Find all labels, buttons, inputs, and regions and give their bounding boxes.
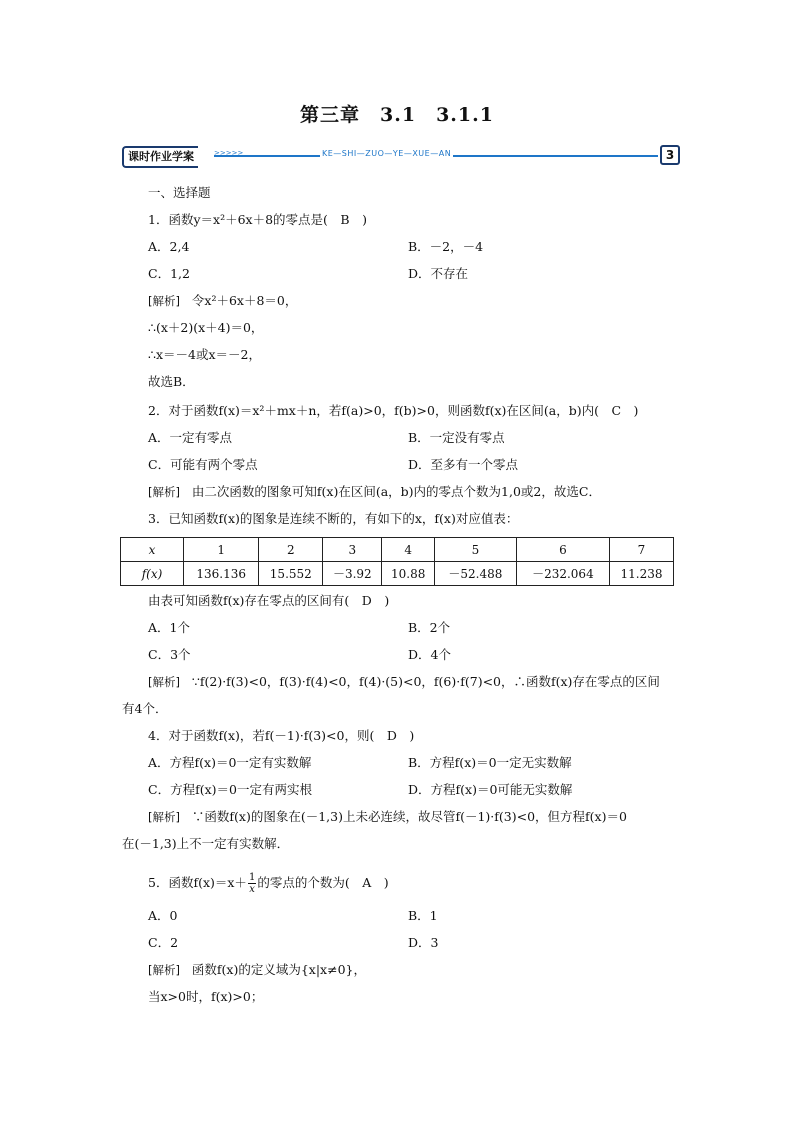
q1-option-c: C．1,2	[148, 266, 190, 281]
q2-option-a: A．一定有零点	[148, 430, 233, 445]
q2-stem: 2．对于函数f(x)＝x²＋mx＋n，若f(a)>0，f(b)>0，则函数f(x)在区间(a，b)内( C )	[148, 403, 639, 418]
table-cell: 3	[323, 538, 382, 562]
q2-analysis-text-1: 由二次函数的图象可知f(x)在区间(a，b)内的零点个数为1,0或2，故选C．	[191, 484, 601, 499]
q5-analysis-line-2: 当x>0时，f(x)>0；	[148, 989, 264, 1004]
q5-stem-suffix: 的零点的个数为( A )	[257, 875, 389, 890]
banner-arrows: >>>>>	[214, 149, 244, 157]
analysis-tag: [解析]	[148, 485, 180, 499]
q3-analysis-text-1: ∵f(2)·f(3)<0，f(3)·f(4)<0，f(4)·(5)<0，f(6)·f(7)<0，∴函数f(x)存在零点的区间	[191, 674, 660, 689]
q5-analysis-text-1: 函数f(x)的定义域为{x|x≠0}，	[191, 962, 366, 977]
q1-option-a: A．2,4	[148, 239, 190, 254]
q1-analysis-line-1	[148, 293, 297, 309]
analysis-tag: [解析]	[148, 963, 180, 977]
banner-number: 3	[660, 145, 680, 165]
q1-analysis-text-1: 令x²＋6x＋8＝0，	[191, 293, 298, 308]
q4-option-d: D．方程f(x)＝0可能无实数解	[408, 782, 573, 797]
q1-stem: 1．函数y＝x²＋6x＋8的零点是( B )	[148, 212, 367, 227]
banner-label: 课时作业学案	[122, 146, 198, 168]
q2-option-c: C．可能有两个零点	[148, 457, 258, 472]
q5-option-c: C．2	[148, 935, 179, 950]
q1-analysis-line-2: ∴(x＋2)(x＋4)＝0，	[148, 320, 264, 335]
table-cell: 5	[434, 538, 516, 562]
q5-option-d: D．3	[408, 935, 439, 950]
table-row-x	[121, 538, 674, 562]
table-cell: 10.88	[382, 562, 435, 586]
table-cell: 4	[382, 538, 435, 562]
q3-stem-2: 由表可知函数f(x)存在零点的区间有( D )	[148, 593, 390, 608]
q4-stem: 4．对于函数f(x)，若f(－1)·f(3)<0，则( D )	[148, 728, 415, 743]
banner-pinyin: KE—SHI—ZUO—YE—XUE—AN	[322, 149, 452, 158]
q1-option-b: B．－2，－4	[408, 239, 484, 254]
q2-option-b: B．一定没有零点	[408, 430, 505, 445]
q1-analysis-line-4: 故选B．	[148, 374, 195, 389]
q4-analysis-text-1: ∵函数f(x)的图象在(－1,3)上未必连续，故尽管f(－1)·f(3)<0，但方程f(x)＝0	[191, 809, 627, 824]
q1-analysis-line-3: ∴x＝－4或x＝－2，	[148, 347, 261, 362]
q3-option-c: C．3个	[148, 647, 191, 662]
table-cell: x	[121, 538, 184, 562]
q3-option-d: D．4个	[408, 647, 451, 662]
q5-option-a: A．0	[148, 908, 178, 923]
table-cell: 2	[259, 538, 323, 562]
q5-option-b: B．1	[408, 908, 438, 923]
q3-option-a: A．1个	[148, 620, 190, 635]
q4-analysis-line-1	[148, 809, 627, 825]
q3-analysis-line-2: 有4个．	[122, 701, 168, 716]
table-cell: －232.064	[516, 562, 609, 586]
q2-analysis-line-1	[148, 484, 601, 500]
page-title: 第三章 3.1 3.1.1	[300, 104, 494, 126]
q5-stem-prefix: 5．函数f(x)＝x＋	[148, 875, 247, 890]
analysis-tag: [解析]	[148, 810, 180, 824]
q5-analysis-line-1	[148, 962, 366, 978]
section-banner	[122, 146, 680, 164]
analysis-tag: [解析]	[148, 675, 180, 689]
q3-analysis-line-1	[148, 674, 660, 690]
table-cell: 15.552	[259, 562, 323, 586]
q3-stem: 3．已知函数f(x)的图象是连续不断的，有如下的x，f(x)对应值表：	[148, 511, 519, 526]
table-cell: 7	[609, 538, 673, 562]
value-table	[120, 537, 674, 586]
table-cell: －3.92	[323, 562, 382, 586]
table-cell: 6	[516, 538, 609, 562]
q5-fraction-numerator: 1	[248, 872, 256, 883]
q5-stem	[148, 872, 389, 895]
q2-option-d: D．至多有一个零点	[408, 457, 519, 472]
analysis-tag: [解析]	[148, 294, 180, 308]
q4-option-a: A．方程f(x)＝0一定有实数解	[148, 755, 312, 770]
q1-option-d: D．不存在	[408, 266, 469, 281]
q4-analysis-line-2: 在(－1,3)上不一定有实数解．	[122, 836, 290, 851]
table-cell: 11.238	[609, 562, 673, 586]
table-cell: －52.488	[434, 562, 516, 586]
table-row-fx	[121, 562, 674, 586]
q5-fraction	[248, 872, 256, 895]
q5-fraction-denominator: x	[249, 884, 255, 895]
table-cell: 1	[184, 538, 259, 562]
q3-option-b: B．2个	[408, 620, 451, 635]
table-cell: 136.136	[184, 562, 259, 586]
q4-option-c: C．方程f(x)＝0一定有两实根	[148, 782, 312, 797]
q4-option-b: B．方程f(x)＝0一定无实数解	[408, 755, 572, 770]
section-heading: 一、选择题	[148, 185, 211, 200]
table-cell: f(x)	[121, 562, 184, 586]
